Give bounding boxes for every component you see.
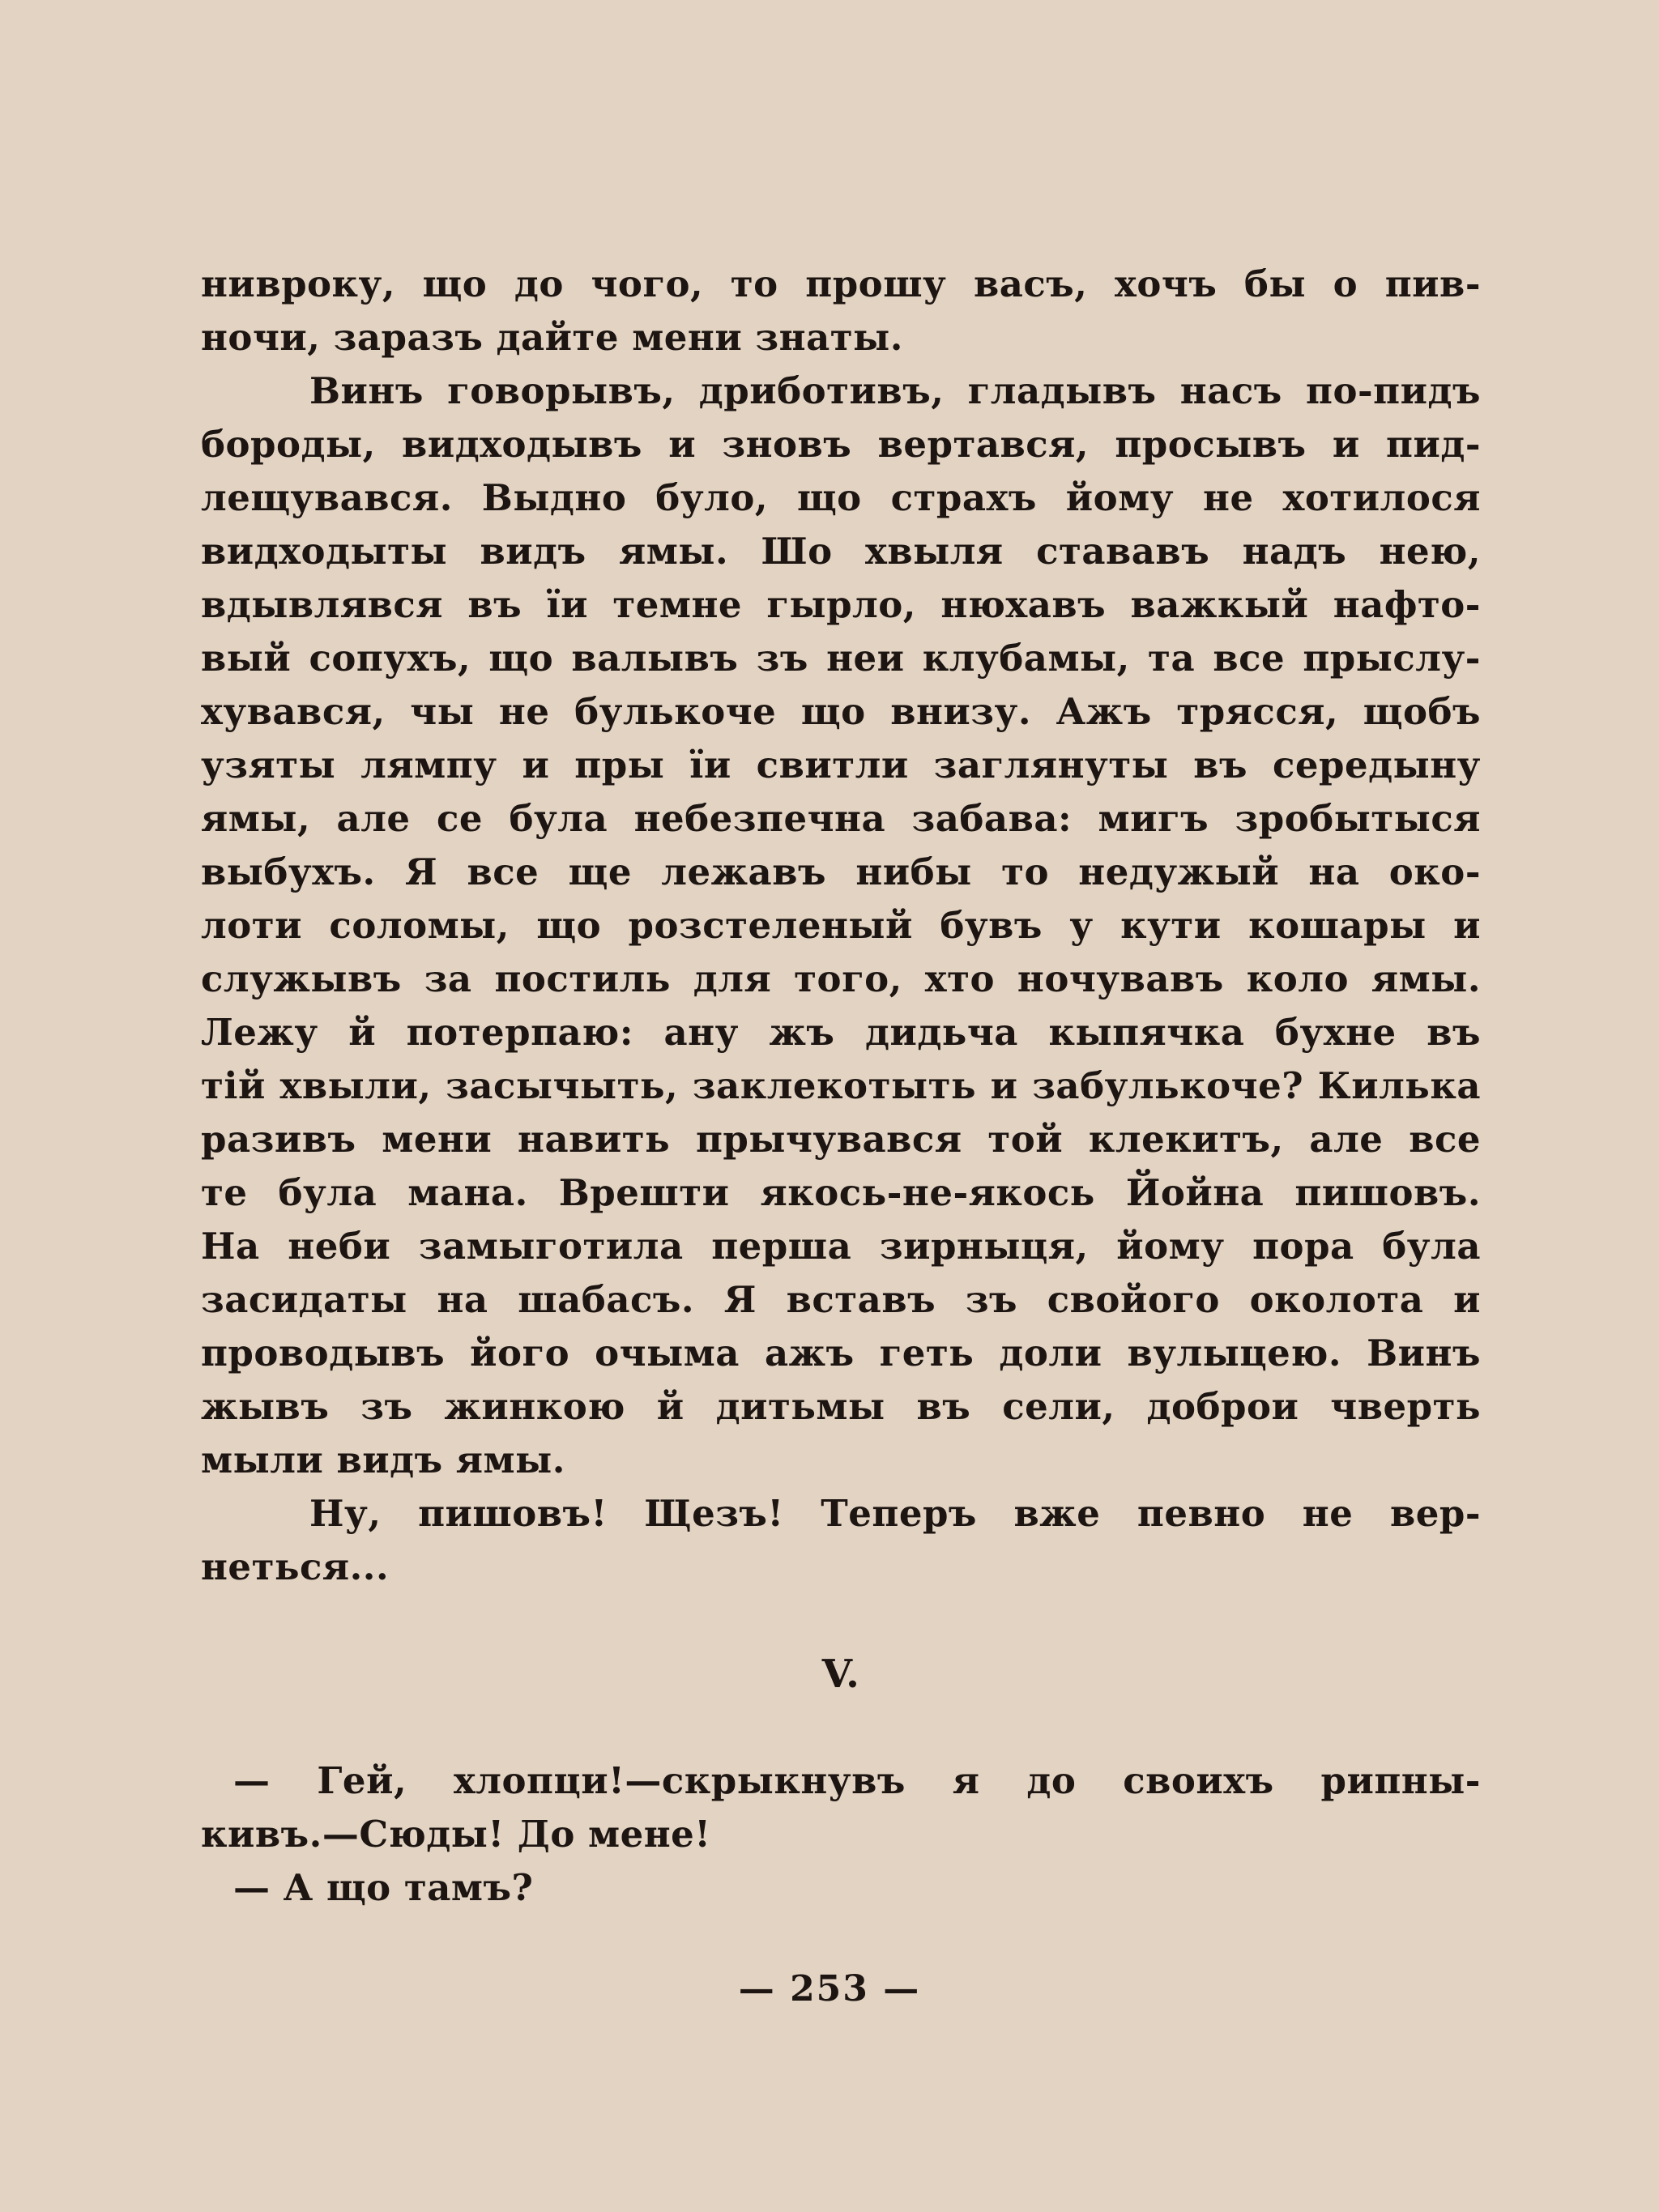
paragraph-first-line: Ну, пишовъ! Щезъ! Теперъ вже певно не вер- [309,1492,1481,1535]
text-line: видходыты видъ ямы. Шо хвыля стававъ надъ нею, [201,530,1481,573]
section-heading: V. [821,1652,860,1697]
text-line: проводывъ його очыма ажъ геть доли вулыцею. Винъ [201,1332,1481,1375]
text-line: выбухъ. Я все ще лежавъ нибы то недужый на око- [201,850,1481,893]
text-line: лоти соломы, що розстеленый бувъ у кути кошары и [201,904,1481,947]
text-line: служывъ за постиль для того, хто ночувавъ коло ямы. [201,957,1481,1000]
paragraph-first-line: Винъ говорывъ, дриботивъ, гладывъ насъ по-пидъ [309,369,1481,412]
text-line: лещувався. Выдно було, що страхъ йому не хотилося [201,476,1481,519]
text-line: ямы, але се була небезпечна забава: мигъ зробытыся [201,797,1481,840]
text-line: узяты лямпу и пры ïи свитли заглянуты въ середыну [201,744,1481,786]
text-line: засидаты на шабасъ. Я вставъ зъ свойого околота и [201,1278,1481,1321]
text-line: Лежу й потерпаю: ану жъ дидьча кыпячка бухне въ [201,1011,1481,1054]
text-line: вый сопухъ, що валывъ зъ неи клубамы, та все прыслу- [201,637,1481,680]
page-number: — 253 — [738,1968,921,2010]
text-line: те була мана. Врешти якось-не-якось Йойна пишовъ. [201,1171,1481,1214]
text-line: На неби замыготила перша зирныця, йому пора була [201,1225,1481,1268]
text-line: бороды, видходывъ и зновъ вертався, просывъ и пид- [201,423,1481,466]
text-line: нивроку, що до чого, то прошу васъ, хочъ бы о пив- [201,262,1481,305]
dialogue-line: — А що тамъ? [233,1866,534,1909]
text-line: хувався, чы не булькоче що внизу. Ажъ трясся, щобъ [201,690,1481,733]
text-line: разивъ мени навить прычувався той клекитъ, але все [201,1118,1481,1161]
text-line: ночи, заразъ дайте мени знаты. [201,316,903,359]
text-line: тій хвыли, засычыть, заклекотыть и забулькоче? Килька [201,1064,1481,1107]
text-line: вдывлявся въ ïи темне гырло, нюхавъ важкый нафто- [201,583,1481,626]
dialogue-line: — Гей, хлопци!—скрыкнувъ я до своихъ рипны- [233,1759,1481,1802]
book-page-text [201,258,1481,1915]
text-line: неться... [201,1545,390,1588]
dialogue-line: кивъ.—Сюды! До мене! [201,1813,711,1856]
text-line: мыли видъ ямы. [201,1438,565,1481]
text-line: жывъ зъ жинкою й дитьмы въ сели, доброи чверть [201,1385,1481,1428]
